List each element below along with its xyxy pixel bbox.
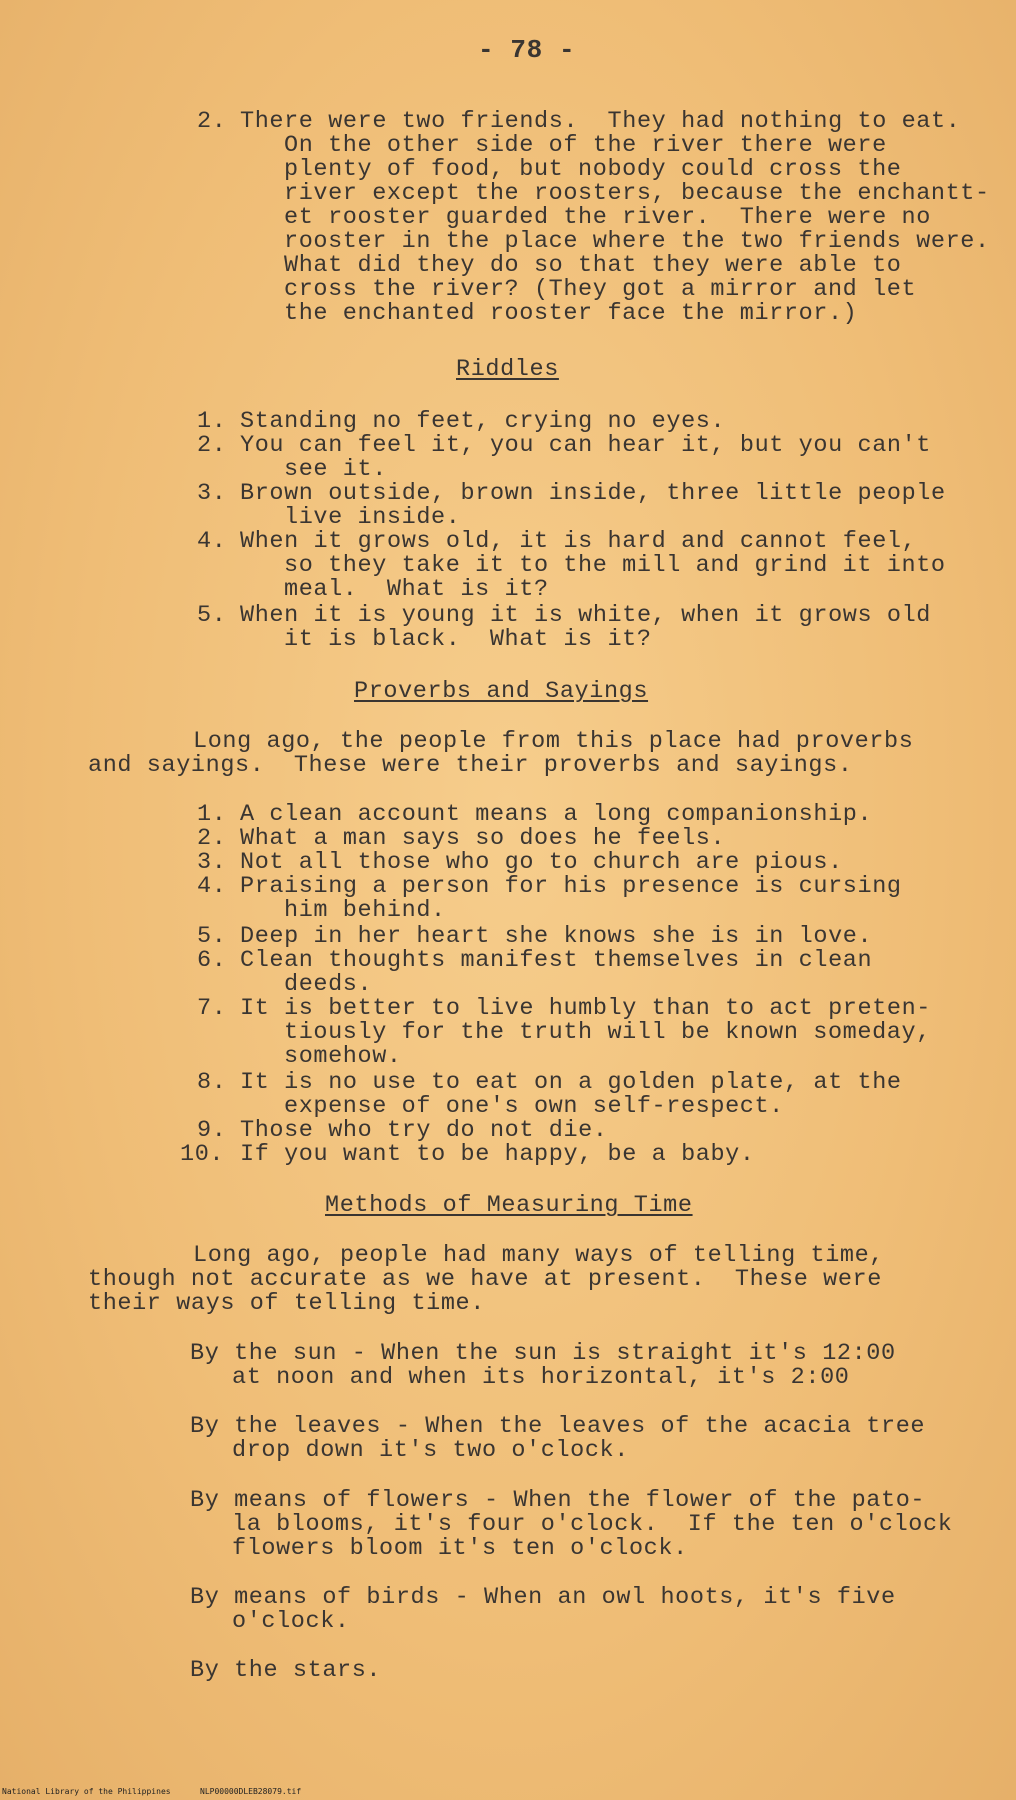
time-method-line: drop down it's two o'clock.: [232, 1437, 629, 1464]
proverb-line: If you want to be happy, be a baby.: [240, 1141, 755, 1168]
proverb-number: 2.: [197, 825, 227, 852]
proverb-number: 6.: [197, 947, 227, 974]
proverb-line: Those who try do not die.: [240, 1117, 608, 1144]
riddles-heading: Riddles: [456, 356, 559, 383]
riddle-line: so they take it to the mill and grind it into: [284, 552, 946, 579]
riddle-line: see it.: [284, 456, 387, 483]
story-line: There were two friends. They had nothing to eat.: [240, 108, 961, 135]
riddle-line: it is black. What is it?: [284, 626, 652, 653]
time-method-line: flowers bloom it's ten o'clock.: [232, 1535, 688, 1562]
footer-right: NLP00000DLEB28079.tif: [200, 1787, 302, 1796]
proverb-number: 8.: [197, 1069, 227, 1096]
riddle-line: When it grows old, it is hard and cannot feel,: [240, 528, 917, 555]
riddle-number: 4.: [197, 528, 227, 555]
story-number: 2.: [197, 108, 227, 135]
riddle-number: 3.: [197, 480, 227, 507]
proverb-number: 5.: [197, 923, 227, 950]
proverb-number: 10.: [180, 1141, 225, 1168]
proverb-number: 1.: [197, 801, 227, 828]
proverb-line: Not all those who go to church are pious.: [240, 849, 843, 876]
time-method-line: By the stars.: [190, 1657, 382, 1684]
time-method-line: la blooms, it's four o'clock. If the ten o'clock: [232, 1511, 953, 1538]
riddle-number: 2.: [197, 432, 227, 459]
proverb-line: Deep in her heart she knows she is in love.: [240, 923, 873, 950]
proverb-line: tiously for the truth will be known someday,: [284, 1019, 931, 1046]
riddle-line: You can feel it, you can hear it, but you can't: [240, 432, 932, 459]
proverb-line: expense of one's own self-respect.: [284, 1093, 784, 1120]
proverb-number: 9.: [197, 1117, 227, 1144]
time-method-line: By the leaves - When the leaves of the acacia tree: [190, 1413, 926, 1440]
story-line: plenty of food, but nobody could cross the: [284, 156, 902, 183]
proverb-number: 3.: [197, 849, 227, 876]
time-intro-line: Long ago, people had many ways of telling time,: [193, 1242, 885, 1269]
proverb-line: deeds.: [284, 971, 373, 998]
story-line: On the other side of the river there were: [284, 132, 887, 159]
time-intro-line: their ways of telling time.: [88, 1290, 485, 1317]
proverb-line: A clean account means a long companionship.: [240, 801, 873, 828]
riddle-number: 1.: [197, 408, 227, 435]
proverbs-intro-line: and sayings. These were their proverbs and sayings.: [88, 752, 853, 779]
riddle-line: Standing no feet, crying no eyes.: [240, 408, 726, 435]
proverb-line: It is better to live humbly than to act preten-: [240, 995, 932, 1022]
proverb-line: Clean thoughts manifest themselves in clean: [240, 947, 873, 974]
proverb-line: It is no use to eat on a golden plate, at the: [240, 1069, 902, 1096]
story-line: rooster in the place where the two friends were.: [284, 228, 990, 255]
story-line: et rooster guarded the river. There were no: [284, 204, 931, 231]
story-line: What did they do so that they were able to: [284, 252, 902, 279]
riddle-number: 5.: [197, 602, 227, 629]
riddle-line: meal. What is it?: [284, 576, 549, 603]
proverb-line: him behind.: [284, 897, 446, 924]
proverb-number: 7.: [197, 995, 227, 1022]
time-method-line: o'clock.: [232, 1608, 350, 1635]
proverbs-intro-line: Long ago, the people from this place had proverbs: [193, 728, 914, 755]
proverb-line: Praising a person for his presence is cursing: [240, 873, 902, 900]
riddle-line: Brown outside, brown inside, three little people: [240, 480, 946, 507]
story-line: river except the roosters, because the enchantt-: [284, 180, 990, 207]
time-intro-line: though not accurate as we have at present. These were: [88, 1266, 882, 1293]
proverb-line: What a man says so does he feels.: [240, 825, 726, 852]
riddle-line: When it is young it is white, when it grows old: [240, 602, 932, 629]
footer-left: National Library of the Philippines: [2, 1787, 171, 1796]
proverb-number: 4.: [197, 873, 227, 900]
story-line: cross the river? (They got a mirror and let: [284, 276, 917, 303]
story-line: the enchanted rooster face the mirror.): [284, 300, 858, 327]
time-method-line: By means of flowers - When the flower of the pato-: [190, 1487, 926, 1514]
time-method-line: at noon and when its horizontal, it's 2:00: [232, 1364, 850, 1391]
time-method-line: By means of birds - When an owl hoots, it's five: [190, 1584, 896, 1611]
riddle-line: live inside.: [284, 504, 461, 531]
proverbs-heading: Proverbs and Sayings: [354, 678, 649, 705]
proverb-line: somehow.: [284, 1043, 402, 1070]
page-number: - 78 -: [478, 35, 576, 65]
time-method-line: By the sun - When the sun is straight it's 12:00: [190, 1340, 896, 1367]
time-heading: Methods of Measuring Time: [325, 1192, 693, 1219]
